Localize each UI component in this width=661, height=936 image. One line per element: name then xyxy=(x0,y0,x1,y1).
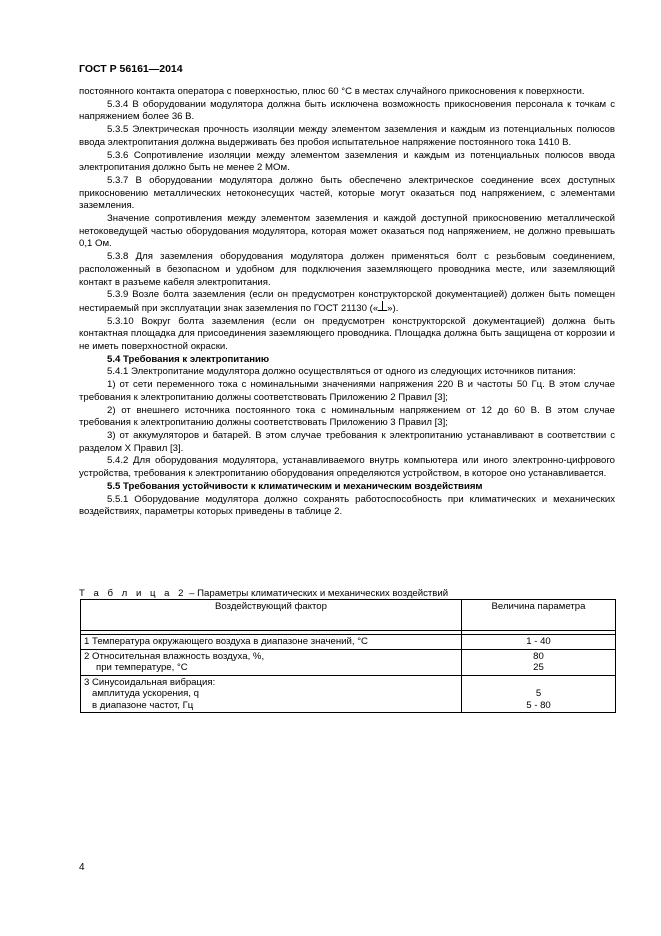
section-heading: 5.5 Требования устойчивости к климатическим и механическим воздействиям xyxy=(107,480,483,492)
factor-line: при температуре, °С xyxy=(96,662,188,673)
list-item: 1) от сети переменного тока с номинальными значениями напряжения 220 В и частоты 50 Гц. В этом случае требования к электропитанию должны соответствовать Приложению 2 Правил [3]; xyxy=(79,379,615,403)
table-cell-value xyxy=(462,649,616,675)
value-line: 80 xyxy=(533,650,544,662)
table-row xyxy=(81,675,616,713)
section-heading: 5.4 Требования к электропитанию xyxy=(107,353,270,365)
document-header: ГОСТ Р 56161—2014 xyxy=(79,63,183,75)
paragraph: 5.3.10 Вокруг болта заземления (если он предусмотрен конструкторской документацией) должна быть контактная площадка для присоединения заземляющего проводника. Площадка должна быть защищена от коррозии и не иметь поверхностной окраски. xyxy=(79,315,615,353)
paragraph: 5.3.7 В оборудовании модулятора должно быть обеспечено электрическое соединение всех доступных прикосновению металлических нетоконесущих частей, которые могут оказаться под напряжением, с элементами заземления. xyxy=(79,174,615,212)
paragraph: 5.5.1 Оборудование модулятора должно сохранять работоспособность при климатических и механических воздействиях, параметры которых приведены в таблице 2. xyxy=(79,493,615,518)
table-cell-factor: 1 Температура окружающего воздуха в диапазоне значений, °С xyxy=(81,635,462,650)
value-line: 5 - 80 xyxy=(526,699,551,711)
value-line: 5 xyxy=(535,688,542,699)
table-caption-label: Т а б л и ц а 2 xyxy=(79,588,187,599)
table-row xyxy=(81,649,616,675)
paragraph-text-end: »). xyxy=(387,302,399,314)
paragraph: Значение сопротивления между элементом заземления и каждой доступной прикосновению металлической нетоковедущей частью оборудования модулятора, которая может оказаться под напряжением, не должно превышать 0,1 Ом. xyxy=(79,213,615,250)
factor-line: 3 Синусоидальная вибрация: xyxy=(84,676,216,688)
table-cell-value: 1 - 40 xyxy=(462,635,616,650)
paragraph: 5.3.4 В оборудовании модулятора должна быть исключена возможность прикосновения персонала к точкам с напряжением более 36 В. xyxy=(79,98,615,123)
table-row xyxy=(81,635,616,650)
value-line: 25 xyxy=(533,662,544,673)
paragraph: 5.4.2 Для оборудования модулятора, устанавливаемого внутрь компьютера или иного электронно-цифрового устройства, требования к электропитанию оборудования определяются устройством, в которое оно устанавливается. xyxy=(79,455,615,480)
paragraph-ground-mark xyxy=(79,289,615,315)
list-item: 3) от аккумуляторов и батарей. В этом случае требования к электропитанию устанавливают в соответствии с разделом X Правил [3]. xyxy=(79,429,615,454)
table-cell-factor xyxy=(81,675,462,713)
parameters-table xyxy=(80,599,616,713)
column-header-value: Величина параметра xyxy=(462,600,616,631)
table-cell-factor xyxy=(81,649,462,675)
factor-line: амплитуда ускорения, q xyxy=(92,688,199,699)
paragraph: 5.3.8 Для заземления оборудования модулятора должен применяться болт с резьбовым соединением, расположенный в безопасном и удобном для подключения заземляющего проводника месте, или заземляющий контакт в разъеме кабеля электропитания. xyxy=(79,251,615,288)
list-item: 2) от внешнего источника постоянного тока с номинальным напряжением от 12 до 60 В. В этом случае требования к электропитанию должны соответствовать Приложению 3 Правил [3]; xyxy=(79,404,615,429)
paragraph-text: 5.3.9 Возле болта заземления (если он предусмотрен конструкторской документацией) должен быть помещен нестираемый при эксплуатации знак заземления по ГОСТ 21130 (« xyxy=(79,289,615,314)
paragraph: 5.3.6 Сопротивление изоляции между элементом заземления и каждым из потенциальных полюсов ввода электропитания должно быть не менее 2 МОм. xyxy=(79,149,615,174)
paragraph: 5.3.5 Электрическая прочность изоляции между элементом заземления и каждым из потенциальных полюсов ввода электропитания должна выдерживать без пробоя испытательное напряжение постоянного тока 1410 В. xyxy=(79,124,615,148)
factor-line: в диапазоне частот, Гц xyxy=(92,699,194,711)
page-number: 4 xyxy=(79,862,85,873)
value-line xyxy=(465,677,612,689)
ground-symbol-icon xyxy=(378,302,387,311)
table-caption-text: – Параметры климатических и механических воздействий xyxy=(186,588,449,599)
table-header-row xyxy=(81,600,616,631)
document-body xyxy=(79,86,615,519)
paragraph: 5.4.1 Электропитание модулятора должно осуществляться от одного из следующих источников питания: xyxy=(107,366,576,378)
factor-line: 2 Относительная влажность воздуха, %, xyxy=(84,650,265,662)
column-header-factor: Воздействующий фактор xyxy=(81,600,462,631)
paragraph: постоянного контакта оператора с поверхностью, плюс 60 °С в местах случайного прикосновения к поверхности. xyxy=(79,86,585,97)
table-cell-value xyxy=(462,675,616,713)
